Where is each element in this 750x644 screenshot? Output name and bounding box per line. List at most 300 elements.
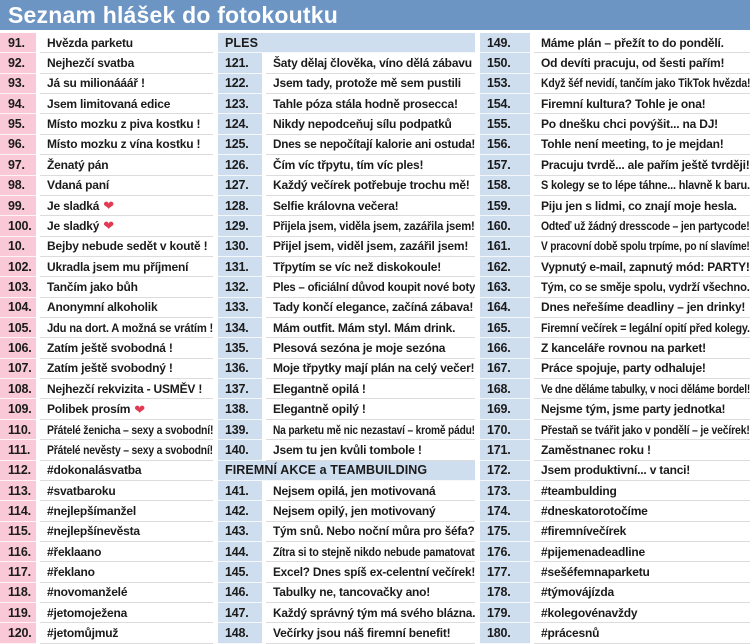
list-row xyxy=(218,277,475,297)
row-text-label: Jsem tu jen kvůli tombole ! xyxy=(273,442,422,457)
list-row xyxy=(0,216,213,236)
list-grid xyxy=(0,33,750,644)
row-number: 153. xyxy=(480,74,530,94)
row-text-label: #dokonalásvatba xyxy=(47,463,142,478)
row-text-label: #svatbaroku xyxy=(47,483,116,498)
row-text xyxy=(40,583,213,603)
row-text xyxy=(266,379,475,399)
row-number: 141. xyxy=(218,481,262,501)
row-text xyxy=(534,94,750,114)
row-text xyxy=(266,542,475,562)
row-text-label: Anonymní alkoholik xyxy=(47,300,158,315)
row-text xyxy=(534,135,750,155)
list-row xyxy=(0,583,213,603)
row-text-label: Přestaň se tvářit jako v pondělí – je večírek! xyxy=(541,422,750,437)
row-text xyxy=(534,481,750,501)
row-text xyxy=(534,562,750,582)
row-text xyxy=(40,399,213,419)
row-number: 117. xyxy=(0,562,36,582)
row-text-label: Tady končí elegance, začíná zábava! xyxy=(273,300,474,315)
row-number: 165. xyxy=(480,318,530,338)
list-row xyxy=(480,155,750,175)
list-row xyxy=(218,623,475,643)
row-number: 140. xyxy=(218,440,262,460)
row-text-label: Ženatý pán xyxy=(47,157,109,172)
row-text-label: Nejhezčí svatba xyxy=(47,56,135,71)
list-row xyxy=(0,135,213,155)
row-text xyxy=(534,359,750,379)
row-text-label: Pracuju tvrdě... ale pařím ještě tvrději! xyxy=(541,157,750,172)
list-row xyxy=(480,135,750,155)
row-text-label: Přijela jsem, viděla jsem, zazářila jsem! xyxy=(273,218,475,233)
list-row xyxy=(0,155,213,175)
row-text xyxy=(266,53,475,73)
row-number: 106. xyxy=(0,338,36,358)
row-text xyxy=(534,216,750,236)
row-text xyxy=(266,318,475,338)
row-text xyxy=(534,33,750,53)
row-number: 147. xyxy=(218,603,262,623)
row-text xyxy=(40,216,213,236)
row-number: 104. xyxy=(0,298,36,318)
row-text-label: Tahle póza stála hodně prosecca! xyxy=(273,96,458,111)
row-text xyxy=(40,53,213,73)
row-number: 92. xyxy=(0,53,36,73)
row-number: 95. xyxy=(0,114,36,134)
row-number: 111. xyxy=(0,440,36,460)
list-row xyxy=(480,196,750,216)
row-text xyxy=(534,338,750,358)
row-text xyxy=(266,501,475,521)
list-row xyxy=(480,603,750,623)
row-number: 146. xyxy=(218,583,262,603)
list-row xyxy=(0,257,213,277)
row-number: 119. xyxy=(0,603,36,623)
row-number: 94. xyxy=(0,94,36,114)
row-text xyxy=(534,277,750,297)
row-text-label: Je sladká xyxy=(47,198,100,213)
row-text xyxy=(40,298,213,318)
list-row xyxy=(0,74,213,94)
row-text-label: #jetomoježena xyxy=(47,605,128,620)
row-number: 138. xyxy=(218,399,262,419)
row-text xyxy=(40,196,213,216)
list-row xyxy=(480,53,750,73)
list-row xyxy=(218,399,475,419)
row-number: 164. xyxy=(480,298,530,318)
row-number: 91. xyxy=(0,33,36,53)
list-row xyxy=(218,155,475,175)
list-row xyxy=(218,94,475,114)
row-number: 121. xyxy=(218,53,262,73)
row-number: 133. xyxy=(218,298,262,318)
row-text xyxy=(40,359,213,379)
row-text xyxy=(534,155,750,175)
row-text xyxy=(534,114,750,134)
list-row xyxy=(0,501,213,521)
section-header-row xyxy=(218,461,475,481)
list-row xyxy=(480,74,750,94)
row-number: 145. xyxy=(218,562,262,582)
row-text xyxy=(266,623,475,643)
row-text xyxy=(40,155,213,175)
row-text-label: Plesová sezóna je moje sezóna xyxy=(273,341,446,356)
row-text xyxy=(40,420,213,440)
list-row xyxy=(218,237,475,257)
row-number: 154. xyxy=(480,94,530,114)
row-text xyxy=(534,461,750,481)
list-row xyxy=(480,94,750,114)
row-number: 157. xyxy=(480,155,530,175)
list-row xyxy=(480,481,750,501)
list-row xyxy=(0,338,213,358)
row-text xyxy=(266,562,475,582)
row-text xyxy=(266,176,475,196)
row-text-label: Jdu na dort. A možná se vrátím ! xyxy=(47,320,213,335)
list-row xyxy=(480,542,750,562)
row-text xyxy=(534,420,750,440)
row-text xyxy=(40,135,213,155)
row-text-label: Každý správný tým má svého blázna. xyxy=(273,605,475,620)
list-row xyxy=(218,481,475,501)
list-row xyxy=(480,33,750,53)
list-row xyxy=(480,399,750,419)
list-row xyxy=(0,318,213,338)
row-text xyxy=(266,155,475,175)
row-text-label: Dnes neřešíme deadliny – jen drinky! xyxy=(541,300,746,315)
list-row xyxy=(480,277,750,297)
list-row xyxy=(218,583,475,603)
heart-icon: ❤ xyxy=(134,401,145,417)
row-number: 160. xyxy=(480,216,530,236)
row-text xyxy=(534,623,750,643)
row-text xyxy=(40,114,213,134)
row-text xyxy=(266,603,475,623)
row-number: 167. xyxy=(480,359,530,379)
row-text-label: #řeklano xyxy=(47,565,95,580)
list-row xyxy=(0,176,213,196)
row-text xyxy=(266,135,475,155)
row-number: 144. xyxy=(218,542,262,562)
list-row xyxy=(218,53,475,73)
row-number: 137. xyxy=(218,379,262,399)
row-text xyxy=(40,440,213,460)
list-row xyxy=(0,237,213,257)
row-text-label: Mám outfit. Mám styl. Mám drink. xyxy=(273,320,456,335)
row-number: 123. xyxy=(218,94,262,114)
row-number: 93. xyxy=(0,74,36,94)
list-row xyxy=(480,461,750,481)
row-text-label: Přátelé ženicha – sexy a svobodní! xyxy=(47,422,213,437)
list-row xyxy=(0,440,213,460)
list-row xyxy=(0,196,213,216)
list-row xyxy=(218,603,475,623)
list-row xyxy=(480,522,750,542)
row-text xyxy=(266,359,475,379)
row-text-label: Nejsme tým, jsme party jednotka! xyxy=(541,402,726,417)
column-2 xyxy=(218,33,480,644)
row-number: 170. xyxy=(480,420,530,440)
row-text xyxy=(534,257,750,277)
row-text-label: Zatím ještě svobodný ! xyxy=(47,361,173,376)
row-text xyxy=(40,257,213,277)
row-number: 158. xyxy=(480,176,530,196)
row-text-label: Od devíti pracuju, od šesti pařím! xyxy=(541,56,725,71)
column-3 xyxy=(480,33,750,644)
section-header-label: FIREMNÍ AKCE a TEAMBUILDING xyxy=(218,461,475,481)
row-text-label: Třpytím se víc než diskokoule! xyxy=(273,259,442,274)
row-number: 107. xyxy=(0,359,36,379)
list-row xyxy=(218,562,475,582)
row-text-label: Máme plán – přežít to do pondělí. xyxy=(541,35,724,50)
list-row xyxy=(218,298,475,318)
row-text-label: Zítra si to stejně nikdo nebude pamatovat xyxy=(273,544,475,559)
row-text xyxy=(266,257,475,277)
row-number: 156. xyxy=(480,135,530,155)
list-row xyxy=(0,359,213,379)
row-text-label: #dneskatorotočíme xyxy=(541,503,648,518)
list-row xyxy=(480,298,750,318)
row-text xyxy=(534,318,750,338)
row-text-label: Jsem tady, protože mě sem pustili xyxy=(273,76,461,91)
row-text xyxy=(266,74,475,94)
row-text-label: Místo mozku z piva kostku ! xyxy=(47,117,201,132)
list-row xyxy=(218,257,475,277)
row-number: 135. xyxy=(218,338,262,358)
row-number: 122. xyxy=(218,74,262,94)
list-row xyxy=(0,379,213,399)
row-text xyxy=(40,176,213,196)
row-text xyxy=(534,53,750,73)
list-row xyxy=(0,420,213,440)
row-text-label: V pracovní době spolu trpíme, po ní slavíme! xyxy=(541,239,750,254)
row-text-label: Elegantně opilá ! xyxy=(273,381,366,396)
row-text-label: Bejby nebude sedět v koutě ! xyxy=(47,239,208,254)
row-text-label: #teambulding xyxy=(541,483,617,498)
list-row xyxy=(218,359,475,379)
row-number: 139. xyxy=(218,420,262,440)
row-number: 112. xyxy=(0,461,36,481)
list-row xyxy=(480,583,750,603)
row-text-label: Tým snů. Nebo noční můra pro šéfa? xyxy=(273,524,475,539)
row-text xyxy=(266,522,475,542)
row-text-label: Jsem produktivní... v tanci! xyxy=(541,463,691,478)
row-number: 131. xyxy=(218,257,262,277)
row-text-label: #týmovájízda xyxy=(541,585,614,600)
row-number: 103. xyxy=(0,277,36,297)
row-number: 115. xyxy=(0,522,36,542)
row-number: 98. xyxy=(0,176,36,196)
row-text xyxy=(266,338,475,358)
row-text-label: Moje třpytky mají plán na celý večer! xyxy=(273,361,475,376)
heart-icon: ❤ xyxy=(103,198,114,214)
row-number: 105. xyxy=(0,318,36,338)
list-row xyxy=(480,257,750,277)
row-text-label: Firemní kultura? Tohle je ona! xyxy=(541,96,706,111)
row-text-label: #kolegovénavždy xyxy=(541,605,638,620)
row-text-label: Zatím ještě svobodná ! xyxy=(47,341,173,356)
list-row xyxy=(480,237,750,257)
row-text xyxy=(266,216,475,236)
row-text-label: Z kanceláře rovnou na parket! xyxy=(541,341,706,356)
row-text xyxy=(266,583,475,603)
row-text-label: Tabulky ne, tancovačky ano! xyxy=(273,585,431,600)
row-text xyxy=(40,237,213,257)
list-row xyxy=(0,94,213,114)
row-number: 150. xyxy=(480,53,530,73)
row-number: 97. xyxy=(0,155,36,175)
row-number: 100. xyxy=(0,216,36,236)
row-text-label: Ukradla jsem mu příjmení xyxy=(47,259,189,274)
row-number: 109. xyxy=(0,399,36,419)
row-text xyxy=(266,298,475,318)
row-number: 126. xyxy=(218,155,262,175)
row-text xyxy=(40,562,213,582)
list-row xyxy=(218,420,475,440)
list-row xyxy=(218,114,475,134)
row-number: 132. xyxy=(218,277,262,297)
row-text xyxy=(534,74,750,94)
row-number: 110. xyxy=(0,420,36,440)
row-text-label: Večírky jsou náš firemní benefit! xyxy=(273,626,451,641)
list-row xyxy=(480,623,750,643)
list-row xyxy=(218,318,475,338)
list-row xyxy=(218,196,475,216)
row-text-label: Nikdy nepodceňuj sílu podpatků xyxy=(273,117,452,132)
row-number: 125. xyxy=(218,135,262,155)
row-text-label: #nejlepšímanžel xyxy=(47,503,137,518)
row-text-label: Každý večírek potřebuje trochu mě! xyxy=(273,178,470,193)
row-text-label: Tančím jako bůh xyxy=(47,279,138,294)
row-text-label: Ve dne děláme tabulky, v noci děláme bordel! xyxy=(541,381,750,396)
row-number: 166. xyxy=(480,338,530,358)
row-text xyxy=(266,399,475,419)
row-text-label: Elegantně opilý ! xyxy=(273,402,366,417)
row-number: 171. xyxy=(480,440,530,460)
row-text-label: Čím víc třpytu, tím víc ples! xyxy=(273,157,424,172)
list-row xyxy=(0,542,213,562)
row-text-label: Je sladký xyxy=(47,218,100,233)
page-title: Seznam hlášek do fotokoutku xyxy=(8,1,339,28)
row-text-label: Po dnešku chci povýšit... na DJ! xyxy=(541,117,718,132)
row-text xyxy=(40,94,213,114)
row-text xyxy=(40,623,213,643)
list-row xyxy=(0,623,213,643)
row-text xyxy=(40,481,213,501)
row-text-label: Nejsem opilý, jen motivovaný xyxy=(273,503,436,518)
row-number: 142. xyxy=(218,501,262,521)
list-row xyxy=(0,114,213,134)
row-text xyxy=(40,33,213,53)
row-number: 148. xyxy=(218,623,262,643)
list-row xyxy=(218,74,475,94)
row-number: 99. xyxy=(0,196,36,216)
row-number: 108. xyxy=(0,379,36,399)
row-number: 114. xyxy=(0,501,36,521)
list-row xyxy=(480,216,750,236)
row-text-label: Zaměstnanec roku ! xyxy=(541,442,651,457)
row-text xyxy=(40,603,213,623)
row-text xyxy=(534,379,750,399)
row-text-label: #sešéfemnaparketu xyxy=(541,565,650,580)
list-row xyxy=(0,603,213,623)
list-row xyxy=(0,522,213,542)
row-text xyxy=(266,277,475,297)
row-text xyxy=(534,603,750,623)
row-text xyxy=(534,583,750,603)
row-text-label: Selfie královna večera! xyxy=(273,198,399,213)
row-number: 176. xyxy=(480,542,530,562)
row-number: 124. xyxy=(218,114,262,134)
row-number: 113. xyxy=(0,481,36,501)
list-row xyxy=(218,216,475,236)
list-row xyxy=(0,481,213,501)
row-text xyxy=(534,501,750,521)
list-row xyxy=(480,562,750,582)
row-text-label: Hvězda parketu xyxy=(47,35,133,50)
row-number: 128. xyxy=(218,196,262,216)
row-text xyxy=(534,237,750,257)
row-number: 155. xyxy=(480,114,530,134)
row-number: 149. xyxy=(480,33,530,53)
row-text xyxy=(534,176,750,196)
row-number: 179. xyxy=(480,603,530,623)
list-row xyxy=(480,338,750,358)
row-text-label: Polibek prosím xyxy=(47,402,131,417)
row-text-label: #nejlepšínevěsta xyxy=(47,524,140,539)
row-text-label: Ples – oficiální důvod koupit nové boty xyxy=(273,279,475,294)
row-text xyxy=(40,461,213,481)
list-row xyxy=(480,359,750,379)
list-row xyxy=(480,379,750,399)
list-row xyxy=(0,399,213,419)
list-row xyxy=(218,379,475,399)
row-text-label: #jetomůjmuž xyxy=(47,626,119,641)
list-row xyxy=(218,135,475,155)
row-text-label: Tohle není meeting, to je mejdan! xyxy=(541,137,724,152)
page-header xyxy=(0,0,750,30)
row-text-label: Piju jen s lidmi, co znají moje hesla. xyxy=(541,198,737,213)
list-row xyxy=(480,440,750,460)
row-text-label: #prácesnů xyxy=(541,626,600,641)
row-number: 116. xyxy=(0,542,36,562)
row-text-label: Tým, co se směje spolu, vydrží všechno. xyxy=(541,279,750,294)
row-number: 178. xyxy=(480,583,530,603)
row-text xyxy=(534,399,750,419)
row-number: 143. xyxy=(218,522,262,542)
row-number: 136. xyxy=(218,359,262,379)
row-text xyxy=(266,114,475,134)
row-text xyxy=(534,196,750,216)
row-number: 102. xyxy=(0,257,36,277)
row-text xyxy=(266,237,475,257)
list-row xyxy=(218,176,475,196)
row-text xyxy=(534,542,750,562)
row-number: 130. xyxy=(218,237,262,257)
row-number: 175. xyxy=(480,522,530,542)
row-text xyxy=(40,318,213,338)
list-row xyxy=(0,277,213,297)
row-text-label: #pijemenadeadline xyxy=(541,544,645,559)
row-text-label: Když šéf nevidí, tančím jako TikTok hvězda! xyxy=(541,76,750,91)
section-header-label: PLES xyxy=(218,33,475,53)
list-row xyxy=(0,562,213,582)
row-text xyxy=(266,440,475,460)
list-row xyxy=(480,318,750,338)
list-row xyxy=(480,114,750,134)
row-text-label: Jsem limitovaná edice xyxy=(47,96,171,111)
row-number: 162. xyxy=(480,257,530,277)
